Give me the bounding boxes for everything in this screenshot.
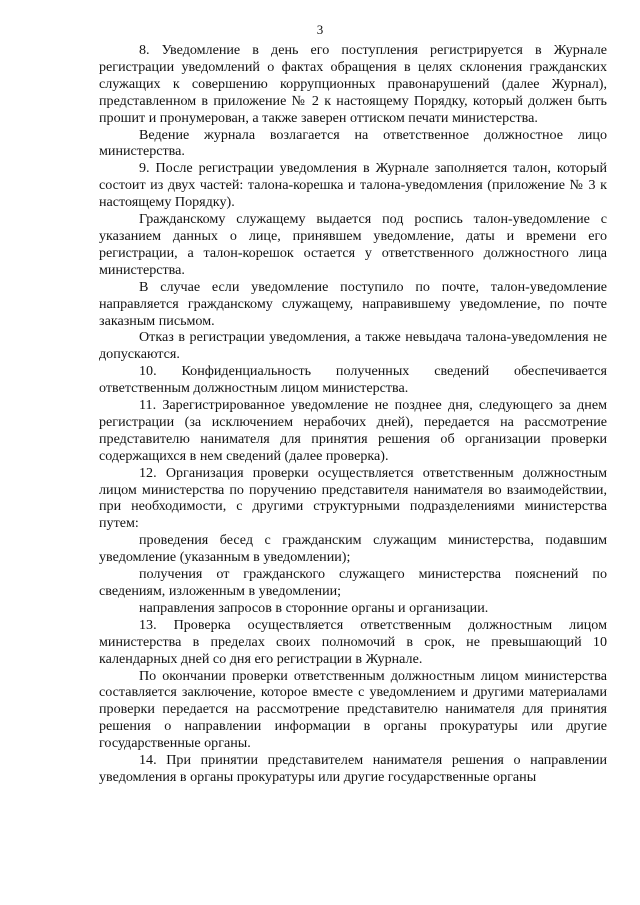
document-body	[99, 42, 607, 786]
paragraph-refusal: Отказ в регистрации уведомления, а также невыдача талона-уведомления не допускаются.	[99, 329, 607, 363]
paragraph-13: 13. Проверка осуществляется ответственным должностным лицом министерства в пределах своих полномочий в срок, не превышающий 10 календарных дней со дня его регистрации в Журнале.	[99, 616, 607, 667]
paragraph-12: 12. Организация проверки осуществляется ответственным должностным лицом министерства по поручению представителя нанимателя во взаимодействии, при необходимости, с другими структурными подразделениями министерства путем:	[99, 464, 607, 532]
paragraph-12-item-conversations: проведения бесед с гражданским служащим министерства, подавшим уведомление (указанным в уведомлении);	[99, 532, 607, 566]
paragraph-8: 8. Уведомление в день его поступления регистрируется в Журнале регистрации уведомлений о фактах обращения в целях склонения гражданских служащих к совершению коррупционных правонарушений (далее Журнал), представленном в приложение № 2 к настоящему Порядку, который должен быть прошит и пронумерован, а также заверен оттиском печати министерства.	[99, 42, 607, 126]
paragraph-14: 14. При принятии представителем нанимателя решения о направлении уведомления в органы прокуратуры или другие государственные органы	[99, 752, 607, 785]
paragraph-mail-case: В случае если уведомление поступило по почте, талон-уведомление направляется гражданскому служащему, направившему уведомление, по почте заказным письмом.	[99, 278, 607, 329]
paragraph-11: 11. Зарегистрированное уведомление не позднее дня, следующего за днем регистрации (за исключением нерабочих дней), передается на рассмотрение представителю нанимателя для принятия решения об организации проверки содержащихся в нем сведений (далее проверка).	[99, 397, 607, 464]
paragraph-12-item-requests: направления запросов в сторонние органы и организации.	[139, 599, 489, 616]
paragraph-conclusion: По окончании проверки ответственным должностным лицом министерства составляется заключение, которое вместе с уведомлением и другими материалами проверки передается на рассмотрение представителю нанимателя для принятия решения о направлении информации в органы прокуратуры или другие государственные органы.	[99, 667, 607, 752]
paragraph-10: 10. Конфиденциальность полученных сведений обеспечивается ответственным должностным лицом министерства.	[99, 363, 607, 397]
paragraph-9: 9. После регистрации уведомления в Журнале заполняется талон, который состоит из двух частей: талона-корешка и талона-уведомления (приложение № 3 к настоящему Порядку).	[99, 160, 607, 211]
paragraph-journal-keeping: Ведение журнала возлагается на ответственное должностное лицо министерства.	[99, 126, 607, 160]
paragraph-talon-issue: Гражданскому служащему выдается под роспись талон-уведомление с указанием данных о лице, принявшем уведомление, даты и времени его регистрации, а талон-корешок остается у ответственного должностного лица министерства.	[99, 211, 607, 278]
page-number: 3	[316, 22, 324, 37]
paragraph-12-item-explanations: получения от гражданского служащего министерства пояснений по сведениям, изложенным в уведомлении;	[99, 566, 607, 599]
